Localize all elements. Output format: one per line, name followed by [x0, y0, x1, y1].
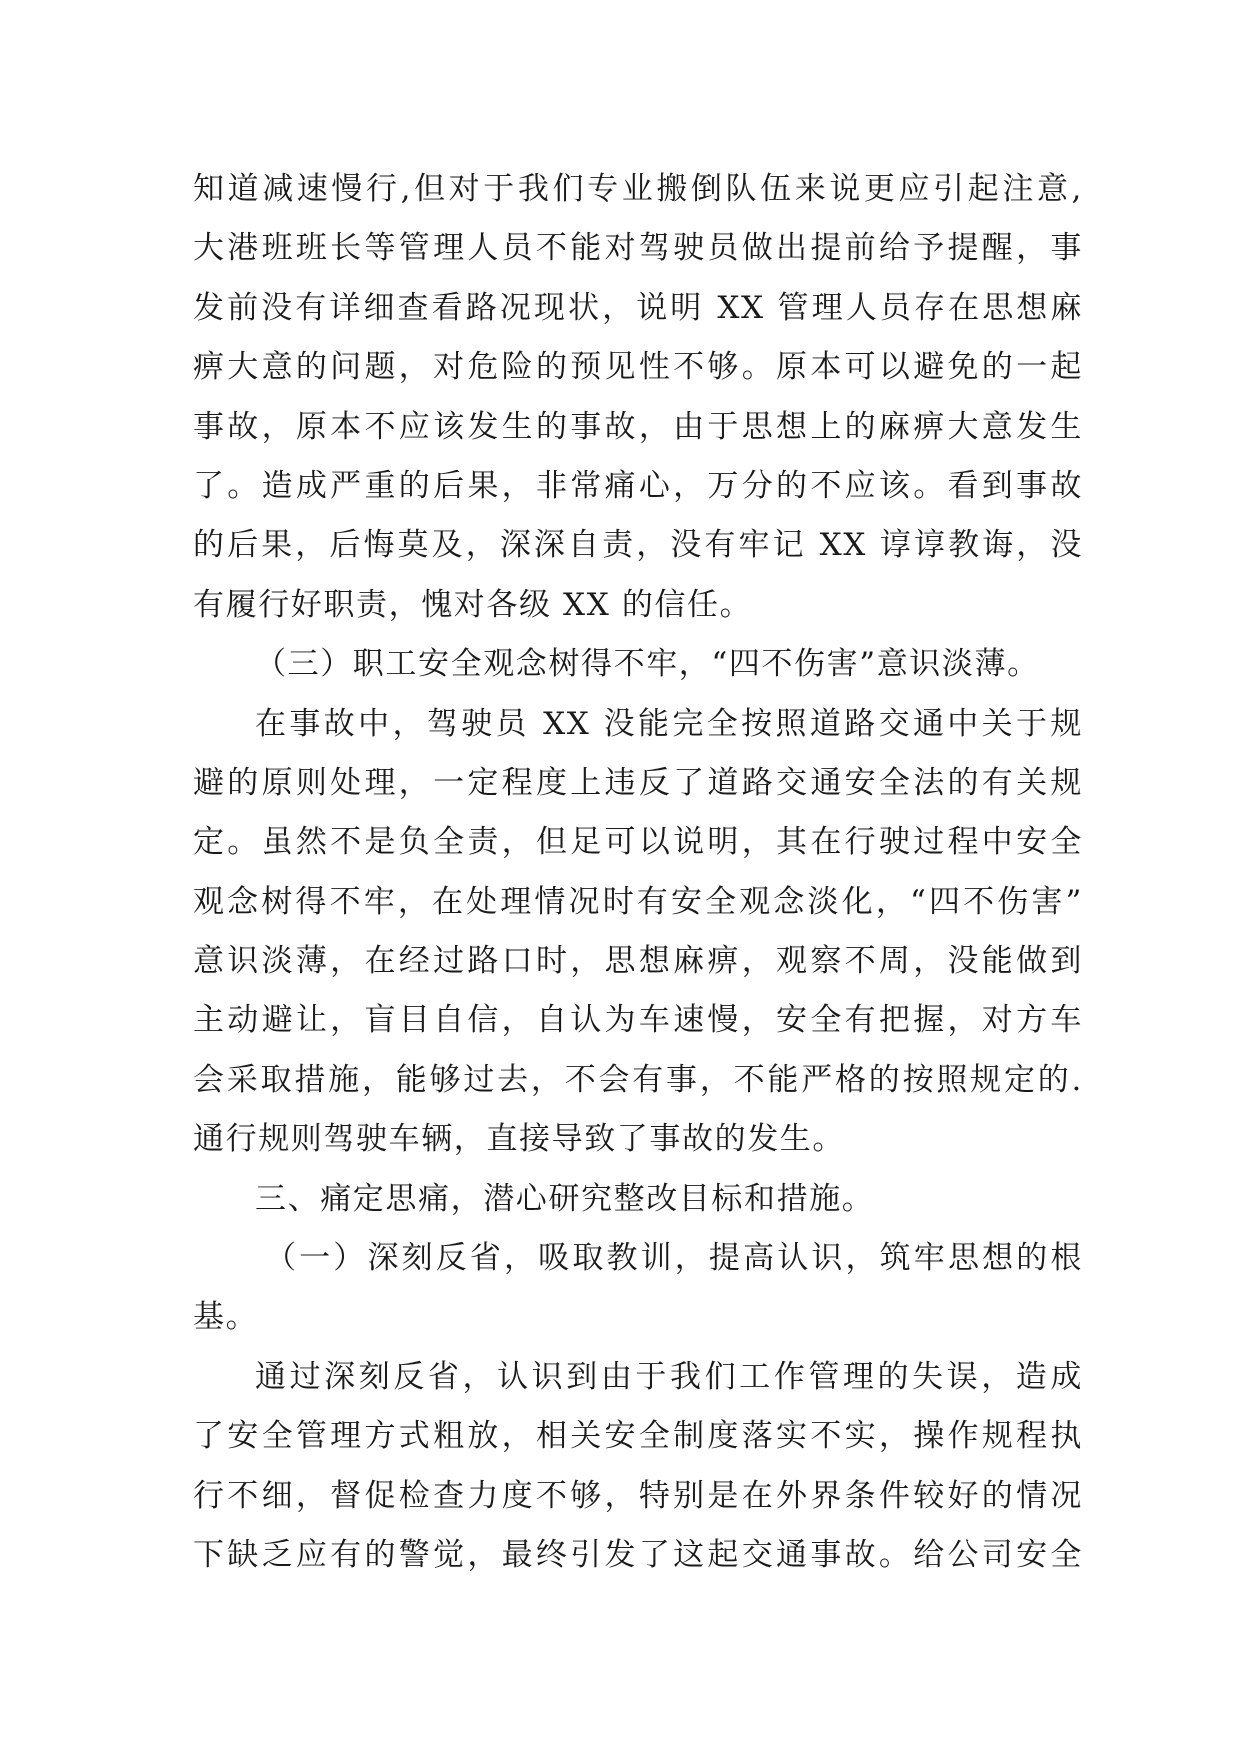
text-line: 有履行好职责，愧对各级 XX 的信任。 [193, 586, 753, 623]
text-line: 发前没有详细查看路况现状，说明 XX 管理人员存在思想麻 [193, 289, 1083, 326]
text-line: 知道减速慢行,但对于我们专业搬倒队伍来说更应引起注意, [193, 171, 1083, 207]
text-line: 通过深刻反省，认识到由于我们工作管理的失误，造成 [255, 1358, 1083, 1395]
text-line: 在事故中，驾驶员 XX 没能完全按照道路交通中关于规 [255, 705, 1083, 742]
section-heading: （三）职工安全观念树得不牢，“四不伤害”意识淡薄。 [255, 646, 1040, 683]
text-line: 避的原则处理，一定程度上违反了道路交通安全法的有关规 [193, 764, 1083, 801]
text-line: 大港班班长等管理人员不能对驾驶员做出提前给予提醒，事 [193, 230, 1083, 267]
text-line: 会采取措施，能够过去，不会有事，不能严格的按照规定的. [193, 1061, 1083, 1098]
text-line: 痹大意的问题，对危险的预见性不够。原本可以避免的一起 [193, 349, 1083, 386]
text-line: 意识淡薄，在经过路口时，思想麻痹，观察不周，没能做到 [193, 943, 1083, 980]
text-line: 通行规则驾驶车辆，直接导致了事故的发生。 [193, 1121, 845, 1158]
text-line: 了。造成严重的后果，非常痛心，万分的不应该。看到事故 [193, 467, 1083, 504]
body-text [193, 160, 1083, 1585]
text-line: 下缺乏应有的警觉，最终引发了这起交通事故。给公司安全 [193, 1536, 1083, 1573]
text-line: 基。 [193, 1299, 259, 1336]
subsection-heading: （一）深刻反省，吸取教训，提高认识，筑牢思想的根 [265, 1240, 1083, 1277]
text-line: 的后果，后悔莫及，深深自责，没有牢记 XX 谆谆教诲，没 [193, 527, 1083, 564]
text-line: 主动避让，盲目自信，自认为车速慢，安全有把握，对方车 [193, 1002, 1083, 1039]
text-line: 定。虽然不是负全责，但足可以说明，其在行驶过程中安全 [193, 824, 1083, 861]
text-line: 行不细，督促检查力度不够，特别是在外界条件较好的情况 [193, 1477, 1083, 1514]
section-heading: 三、痛定思痛，潜心研究整改目标和措施。 [255, 1180, 875, 1217]
text-line: 事故，原本不应该发生的事故，由于思想上的麻痹大意发生 [193, 408, 1083, 445]
text-line: 了安全管理方式粗放，相关安全制度落实不实，操作规程执 [193, 1418, 1083, 1455]
text-line: 观念树得不牢，在处理情况时有安全观念淡化，“四不伤害” [193, 883, 1083, 920]
